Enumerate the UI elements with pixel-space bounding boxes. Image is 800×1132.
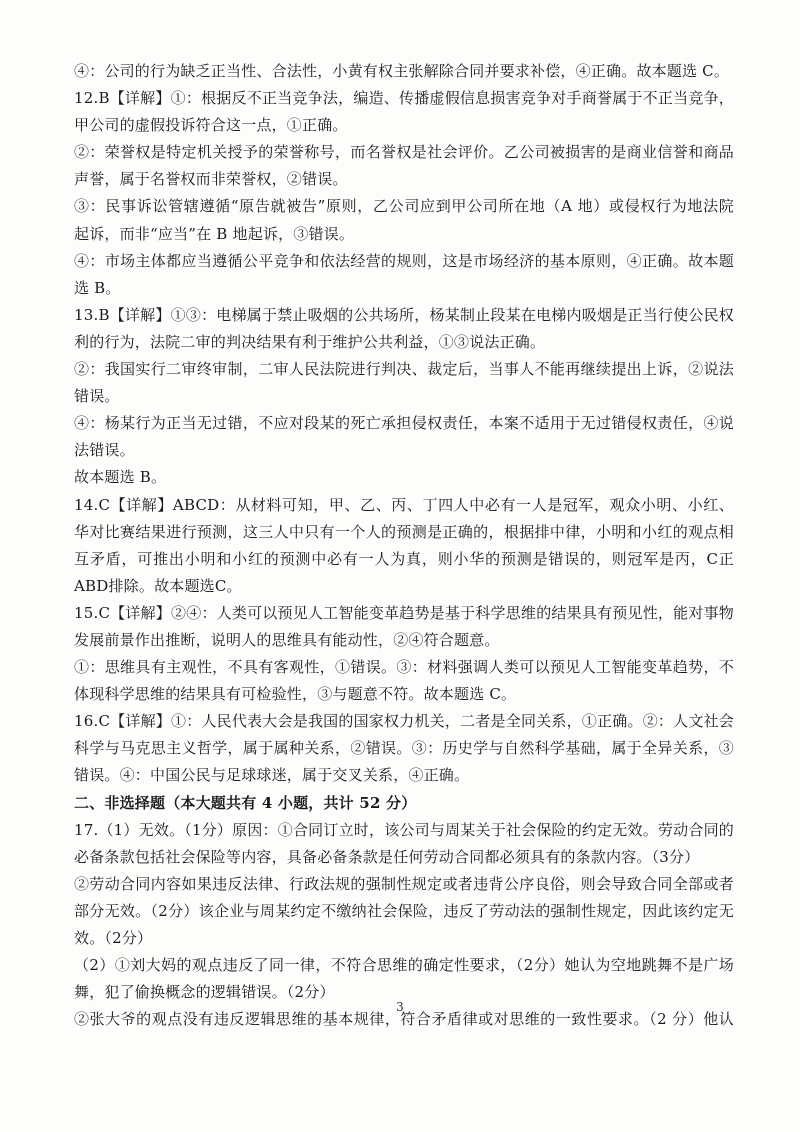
text-line: 互矛盾，可推出小明和小红的预测中必有一人为真，则小华的预测是错误的，则冠军是丙，C正 bbox=[74, 549, 734, 568]
text-line: ②劳动合同内容如果违反法律、行政法规的强制性规定或者违背公序良俗，则会导致合同全部或者 bbox=[74, 874, 734, 893]
text-line: 部分无效。（2分）该企业与周某约定不缴纳社会保险，违反了劳动法的强制性规定，因此该约定无 bbox=[74, 901, 734, 920]
text-line: ②：我国实行二审终审制，二审人民法院进行判决、裁定后，当事人不能再继续提出上诉，②说法 bbox=[74, 360, 734, 379]
text-line: 法错误。 bbox=[74, 441, 135, 460]
text-line: ②：荣誉权是特定机关授予的荣誉称号，而名誉权是社会评价。乙公司被损害的是商业信誉和商品 bbox=[74, 143, 734, 162]
text-line: 起诉，而非“应当”在 B 地起诉，③错误。 bbox=[74, 224, 355, 243]
text-line: 发展前景作出推断，说明人的思维具有能动性，②④符合题意。 bbox=[74, 630, 500, 649]
text-line: 华对比赛结果进行预测，这三人中只有一个人的预测是正确的，根据排中律，小明和小红的观点相 bbox=[74, 522, 734, 541]
text-line: 舞，犯了偷换概念的逻辑错误。（2分） bbox=[74, 983, 335, 1002]
text-line: 体现科学思维的结果具有可检验性，③与题意不符。故本题选 C。 bbox=[74, 685, 517, 704]
text-line: 效。（2分） bbox=[74, 929, 153, 947]
text-line: ①：思维具有主观性，不具有客观性，①错误。③：材料强调人类可以预见人工智能变革趋势，不 bbox=[74, 658, 734, 677]
text-line: 错误。④：中国公民与足球球迷，属于交叉关系，④正确。 bbox=[74, 766, 470, 785]
text-line: ④：公司的行为缺乏正当性、合法性，小黄有权主张解除合同并要求补偿，④正确。故本题选 C。 bbox=[74, 62, 730, 80]
text-line: 16.C【详解】①：人民代表大会是我国的国家权力机关，二者是全同关系，①正确。②：人文社会 bbox=[74, 712, 734, 731]
text-line: 13.B【详解】①③：电梯属于禁止吸烟的公共场所，杨某制止段某在电梯内吸烟是正当行使公民权 bbox=[74, 305, 734, 324]
text-line: ④：市场主体都应当遵循公平竞争和依法经营的规则，这是市场经济的基本原则，④正确。故本题 bbox=[74, 251, 734, 270]
text-line: 科学与马克思主义哲学，属于属种关系，②错误。③：历史学与自然科学基础，属于全异关系，③ bbox=[74, 739, 734, 758]
text-line: 12.B【详解】①：根据反不正当竞争法，编造、传播虚假信息损害竞争对手商誉属于不正当竞争， bbox=[74, 89, 734, 108]
text-line: ③：民事诉讼管辖遵循“原告就被告”原则，乙公司应到甲公司所在地（A 地）或侵权行为地法院 bbox=[74, 197, 734, 216]
text-line: 14.C【详解】ABCD：从材料可知，甲、乙、丙、丁四人中必有一人是冠军，观众小明、小红、 bbox=[74, 495, 734, 514]
text-line: ④：杨某行为正当无过错，不应对段某的死亡承担侵权责任，本案不适用于无过错侵权责任，④说 bbox=[74, 414, 734, 433]
text-line: 选 B。 bbox=[74, 278, 121, 297]
text-line: 错误。 bbox=[74, 387, 120, 406]
text-line: 声誉，属于名誉权而非荣誉权，②错误。 bbox=[74, 170, 348, 189]
text-line: 故本题选 B。 bbox=[74, 468, 167, 487]
text-line: （2）①刘大妈的观点违反了同一律，不符合思维的确定性要求，（2分）她认为空地跳舞不是广场 bbox=[74, 956, 734, 975]
text-line: ABD排除。故本题选C。 bbox=[74, 576, 242, 595]
page-number: 3 bbox=[396, 1000, 404, 1014]
text-line: 必备条款包括社会保险等内容，具备必备条款是任何劳动合同都必须具有的条款内容。（3分） bbox=[74, 847, 700, 866]
text-line: 甲公司的虚假投诉符合这一点，①正确。 bbox=[74, 116, 348, 135]
text-line: 17.（1）无效。（1分）原因：①合同订立时，该公司与周某关于社会保险的约定无效。劳动合同的 bbox=[74, 820, 734, 839]
text-line: 15.C【详解】②④：人类可以预见人工智能变革趋势是基于科学思维的结果具有预见性，能对事物 bbox=[74, 603, 734, 622]
answer-explanations-body bbox=[74, 58, 734, 1033]
text-line: 利的行为，法院二审的判决结果有利于维护公共利益，①③说法正确。 bbox=[74, 332, 546, 351]
text-line: ②张大爷的观点没有违反逻辑思维的基本规律，符合矛盾律或对思维的一致性要求。（2 分）他认 bbox=[74, 1010, 734, 1029]
section-heading: 二、非选择题（本大题共有 4 小题，共计 52 分） bbox=[74, 793, 417, 812]
